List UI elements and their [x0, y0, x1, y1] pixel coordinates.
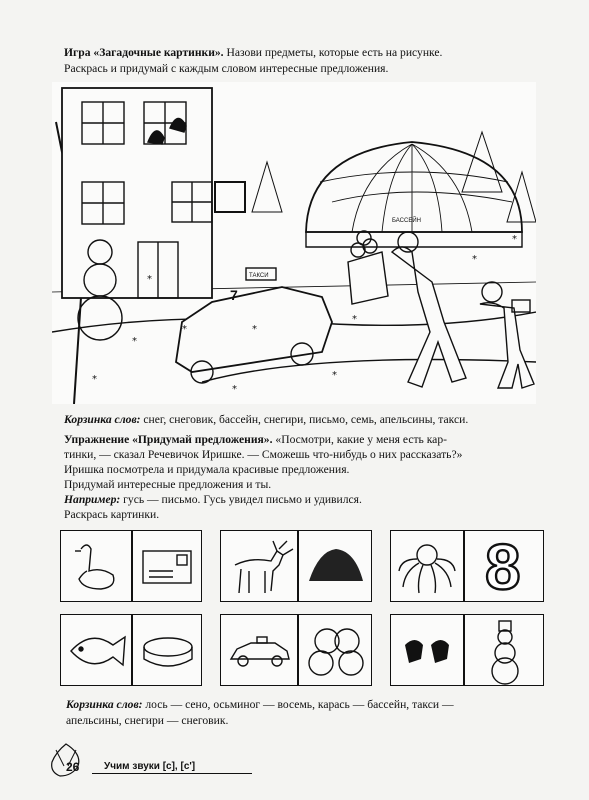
cell-letter [132, 530, 202, 602]
letter-icon [133, 531, 203, 603]
winter-scene-illustration [52, 82, 536, 404]
cell-taxi [220, 614, 298, 686]
oranges-icon [299, 615, 373, 687]
svg-text:*: * [92, 374, 97, 385]
taxi-icon [221, 615, 299, 687]
winter-scene-drawing [52, 82, 536, 404]
svg-text:*: * [512, 234, 517, 245]
task1-line1-rest: Назови предметы, которые есть на рисунке. [223, 46, 443, 59]
cell-snowman [464, 614, 544, 686]
example-label: Например: [64, 493, 121, 506]
exercise-line2: тинки, — сказал Речевичок Иришке. — Сможешь что-нибудь о них рассказать?» [64, 448, 463, 461]
cell-goose [60, 530, 132, 602]
cell-bullfinches [390, 614, 464, 686]
basket1-label: Корзинка слов: [64, 413, 141, 426]
pool-sign: БАССЕЙН [392, 218, 421, 224]
task1-title: Игра «Загадочные картинки». [64, 46, 224, 59]
snowman-icon [465, 615, 545, 687]
pool-icon [133, 615, 203, 687]
basket2-line1-text: лось — сено, осьминог — восемь, карась — бассейн, такси — [142, 698, 454, 711]
svg-text:*: * [252, 324, 257, 335]
footer-rule [92, 773, 252, 774]
page-number: 26 [66, 760, 80, 774]
exercise-line1-rest: «Посмотри, какие у меня есть кар- [272, 433, 447, 446]
svg-text:*: * [232, 384, 237, 395]
svg-text:*: * [332, 370, 337, 381]
basket1-words: снег, снеговик, бассейн, снегири, письмо, семь, апельсины, такси. [140, 413, 469, 426]
bullfinches-icon [391, 615, 465, 687]
cell-hay [298, 530, 372, 602]
taxi-sign: ТАКСИ [249, 273, 269, 279]
svg-text:*: * [182, 324, 187, 335]
exercise-title: Упражнение «Придумай предложения». [64, 433, 273, 446]
task1-line1 [64, 46, 442, 60]
example-text: гусь — письмо. Гусь увидел письмо и удивился. [120, 493, 362, 506]
basket1-line [64, 413, 468, 427]
cell-moose [220, 530, 298, 602]
cell-octopus [390, 530, 464, 602]
cell-carp [60, 614, 132, 686]
digit-eight: 8 [485, 531, 521, 603]
cell-oranges [298, 614, 372, 686]
exercise-line4: Придумай интересные предложения и ты. [64, 478, 272, 491]
svg-text:*: * [472, 254, 477, 265]
carp-icon [61, 615, 133, 687]
cell-pool [132, 614, 202, 686]
svg-text:*: * [352, 314, 357, 325]
basket2-label: Корзинка слов: [66, 698, 143, 711]
svg-text:*: * [132, 336, 137, 347]
haystack-icon [299, 531, 373, 603]
exercise-line6: Раскрась картинки. [64, 508, 160, 521]
cell-eight [464, 530, 544, 602]
house-number: 7 [230, 287, 238, 303]
exercise-line1 [64, 433, 447, 447]
basket2-line1 [66, 698, 454, 712]
footer-title: Учим звуки [с], [с'] [104, 761, 196, 772]
svg-text:*: * [147, 274, 152, 285]
example-line [64, 493, 362, 507]
exercise-line3: Иришка посмотрела и придумала красивые предложения. [64, 463, 350, 476]
picture-grid [60, 530, 544, 690]
octopus-icon [391, 531, 465, 603]
moose-icon [221, 531, 299, 603]
basket2-line2: апельсины, снегири — снеговик. [66, 714, 229, 727]
goose-icon [61, 531, 133, 603]
task1-line2: Раскрась и придумай с каждым словом интересные предложения. [64, 62, 389, 75]
